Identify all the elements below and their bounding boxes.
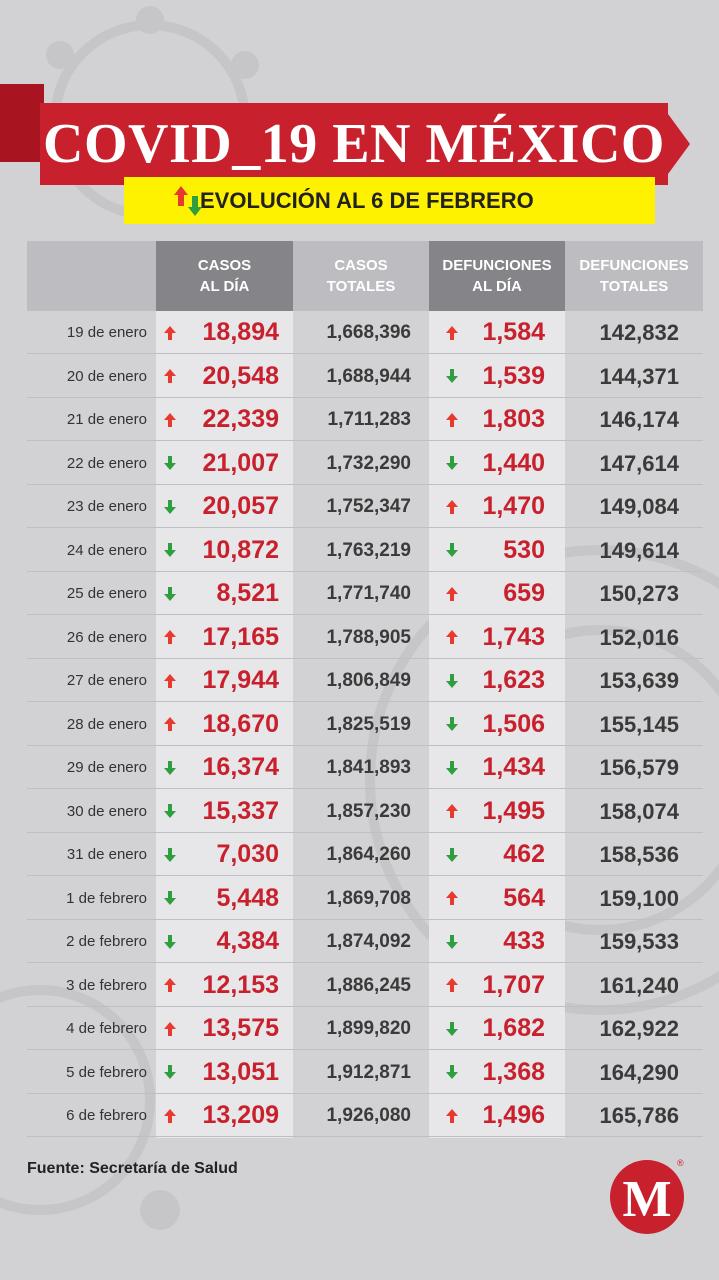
cases-trend — [163, 790, 177, 833]
up-arrow-icon — [446, 1109, 458, 1123]
deaths-total-value: 153,639 — [599, 668, 679, 693]
up-arrow-icon — [164, 717, 176, 731]
row-date: 23 de enero — [66, 498, 147, 515]
deaths-day-cell — [459, 398, 545, 441]
row-date: 6 de febrero — [66, 1107, 147, 1124]
table-row — [27, 355, 703, 398]
down-arrow-icon — [446, 456, 458, 470]
deaths-total-value: 159,100 — [599, 885, 679, 911]
cases-total-value: 1,825,519 — [326, 713, 411, 735]
deaths-day-value: 1,743 — [482, 622, 545, 651]
deaths-total-value: 147,614 — [599, 450, 679, 476]
cases-day-cell — [177, 790, 279, 833]
cases-day-value: 13,051 — [202, 1057, 279, 1086]
cases-day-cell — [177, 355, 279, 398]
deaths-trend — [445, 529, 459, 572]
down-arrow-icon — [164, 1065, 176, 1079]
deaths-day-cell — [459, 355, 545, 398]
cases-day-cell — [177, 877, 279, 920]
deaths-total-value: 165,786 — [599, 1103, 679, 1128]
cases-trend — [163, 1094, 177, 1137]
table-row — [27, 833, 703, 876]
cases-trend — [163, 1007, 177, 1050]
deaths-day-cell — [459, 572, 545, 615]
row-date: 5 de febrero — [66, 1063, 147, 1081]
header-cases-total: CASOS TOTALES — [326, 257, 396, 295]
cases-total-value: 1,886,245 — [326, 974, 411, 996]
cases-day-cell — [177, 703, 279, 746]
cases-total-value: 1,763,219 — [326, 539, 411, 561]
deaths-trend — [445, 442, 459, 485]
header-deaths-day: DEFUNCIONES AL DÍA — [429, 241, 565, 311]
row-date: 1 de febrero — [66, 889, 147, 907]
table-row — [27, 311, 703, 354]
row-date: 27 de enero — [66, 672, 147, 689]
cases-total-value: 1,771,740 — [326, 583, 411, 604]
cases-trend — [163, 311, 177, 354]
deaths-day-value: 433 — [503, 927, 545, 955]
cases-total-value: 1,668,396 — [326, 322, 411, 343]
deaths-trend — [445, 833, 459, 876]
deaths-day-value: 659 — [503, 579, 545, 607]
deaths-day-cell — [459, 311, 545, 354]
row-date: 30 de enero — [66, 802, 147, 820]
cases-day-cell — [177, 616, 279, 659]
cases-day-value: 18,894 — [202, 318, 279, 346]
source-note: Fuente: Secretaría de Salud — [27, 1160, 238, 1177]
row-date: 4 de febrero — [66, 1020, 147, 1037]
deaths-day-value: 1,506 — [482, 709, 545, 738]
deaths-day-cell — [459, 659, 545, 702]
down-arrow-icon — [164, 587, 176, 601]
down-arrow-icon — [446, 717, 458, 731]
cases-day-cell — [177, 572, 279, 615]
cases-day-value: 20,548 — [202, 361, 279, 390]
cases-total-value: 1,926,080 — [326, 1105, 411, 1126]
row-date: 22 de enero — [66, 454, 147, 472]
deaths-total-value: 158,074 — [599, 798, 679, 824]
cases-trend — [163, 746, 177, 789]
cases-day-cell — [177, 964, 279, 1007]
deaths-total-value: 152,016 — [599, 624, 679, 650]
deaths-day-cell — [459, 920, 545, 963]
deaths-total-value: 146,174 — [599, 407, 679, 432]
cases-trend — [163, 964, 177, 1007]
down-arrow-icon — [446, 1065, 458, 1079]
table-row — [27, 703, 703, 746]
up-arrow-icon — [446, 804, 458, 818]
cases-total-value: 1,841,893 — [326, 757, 411, 778]
deaths-trend — [445, 964, 459, 1007]
row-date: 2 de febrero — [66, 933, 147, 950]
deaths-day-value: 1,495 — [482, 796, 545, 825]
cases-day-value: 12,153 — [202, 970, 279, 999]
down-arrow-icon — [446, 674, 458, 688]
deaths-trend — [445, 746, 459, 789]
registered-mark: ® — [677, 1158, 684, 1168]
table-row — [27, 920, 703, 963]
cases-total-value: 1,806,849 — [326, 670, 411, 691]
row-date: 3 de febrero — [66, 976, 147, 994]
down-arrow-icon — [446, 369, 458, 383]
deaths-trend — [445, 1051, 459, 1094]
deaths-trend — [445, 790, 459, 833]
down-arrow-icon — [164, 804, 176, 818]
up-down-arrows-icon — [174, 186, 202, 216]
deaths-total-value: 164,290 — [599, 1059, 679, 1085]
cases-trend — [163, 529, 177, 572]
row-date: 19 de enero — [66, 324, 147, 341]
deaths-day-cell — [459, 746, 545, 789]
deaths-total-value: 150,273 — [599, 581, 679, 606]
cases-total-value: 1,788,905 — [326, 626, 411, 648]
down-arrow-icon — [446, 1022, 458, 1036]
up-arrow-icon — [164, 1022, 176, 1036]
deaths-trend — [445, 311, 459, 354]
milenio-logo — [610, 1160, 684, 1234]
cases-day-value: 16,374 — [202, 753, 279, 781]
row-date: 20 de enero — [66, 367, 147, 385]
cases-total-value: 1,899,820 — [326, 1018, 411, 1039]
cases-day-value: 20,057 — [202, 492, 279, 520]
deaths-trend — [445, 877, 459, 920]
cases-day-value: 4,384 — [216, 927, 279, 955]
cases-trend — [163, 616, 177, 659]
up-arrow-icon — [446, 978, 458, 992]
deaths-trend — [445, 659, 459, 702]
cases-total-value: 1,732,290 — [326, 452, 411, 474]
page-title: COVID_19 EN MÉXICO — [43, 113, 665, 175]
deaths-day-cell — [459, 442, 545, 485]
deaths-trend — [445, 355, 459, 398]
cases-trend — [163, 703, 177, 746]
deaths-day-cell — [459, 790, 545, 833]
cases-day-value: 13,575 — [202, 1014, 279, 1042]
up-arrow-icon — [164, 369, 176, 383]
cases-total-value: 1,912,871 — [326, 1061, 411, 1083]
cases-day-value: 10,872 — [202, 535, 279, 564]
deaths-total-value: 149,614 — [599, 537, 679, 563]
cases-day-cell — [177, 442, 279, 485]
cases-trend — [163, 1051, 177, 1094]
deaths-total-value: 158,536 — [599, 842, 679, 867]
cases-day-cell — [177, 311, 279, 354]
up-arrow-icon — [446, 630, 458, 644]
table-row — [27, 1051, 703, 1094]
cases-trend — [163, 572, 177, 615]
header-deaths-total: DEFUNCIONES TOTALES — [579, 257, 689, 295]
cases-day-value: 13,209 — [202, 1101, 279, 1129]
down-arrow-icon — [164, 848, 176, 862]
cases-day-value: 17,944 — [202, 666, 279, 694]
cases-day-cell — [177, 529, 279, 572]
down-arrow-icon — [164, 500, 176, 514]
deaths-total-value: 156,579 — [599, 755, 679, 780]
row-date: 29 de enero — [66, 759, 147, 776]
deaths-day-value: 1,368 — [482, 1057, 545, 1086]
deaths-day-value: 1,707 — [482, 970, 545, 999]
deaths-day-cell — [459, 833, 545, 876]
deaths-day-cell — [459, 485, 545, 528]
deaths-day-value: 462 — [503, 840, 545, 868]
deaths-trend — [445, 1007, 459, 1050]
cases-trend — [163, 920, 177, 963]
deaths-trend — [445, 572, 459, 615]
cases-total-value: 1,857,230 — [326, 800, 411, 822]
deaths-trend — [445, 1094, 459, 1137]
up-arrow-icon — [164, 1109, 176, 1123]
cases-total-value: 1,874,092 — [326, 931, 411, 952]
down-arrow-icon — [446, 848, 458, 862]
cases-day-cell — [177, 659, 279, 702]
deaths-day-value: 1,440 — [482, 448, 545, 477]
deaths-total-value: 159,533 — [599, 929, 679, 954]
m-logo-icon — [620, 1174, 674, 1220]
deaths-trend — [445, 398, 459, 441]
row-date: 31 de enero — [66, 846, 147, 863]
table-row — [27, 964, 703, 1007]
cases-day-value: 7,030 — [216, 840, 279, 868]
up-arrow-icon — [164, 326, 176, 340]
table-row — [27, 659, 703, 702]
table-row — [27, 790, 703, 833]
cases-trend — [163, 485, 177, 528]
table-row — [27, 746, 703, 789]
row-date: 28 de enero — [66, 715, 147, 733]
table-row — [27, 1094, 703, 1137]
down-arrow-icon — [164, 935, 176, 949]
cases-trend — [163, 398, 177, 441]
row-date: 21 de enero — [66, 411, 147, 428]
subtitle: EVOLUCIÓN AL 6 DE FEBRERO — [200, 187, 534, 213]
row-date: 24 de enero — [66, 541, 147, 559]
deaths-day-value: 1,539 — [482, 361, 545, 390]
cases-day-cell — [177, 1051, 279, 1094]
cases-total-value: 1,752,347 — [326, 496, 411, 517]
deaths-day-value: 1,470 — [482, 492, 545, 520]
up-arrow-icon — [446, 891, 458, 905]
down-arrow-icon — [446, 543, 458, 557]
deaths-day-cell — [459, 529, 545, 572]
cases-trend — [163, 355, 177, 398]
row-date: 26 de enero — [66, 628, 147, 646]
table-row — [27, 485, 703, 528]
deaths-day-cell — [459, 877, 545, 920]
svg-text:M: M — [622, 1174, 672, 1220]
cases-total-value: 1,864,260 — [326, 844, 411, 865]
cases-day-value: 18,670 — [202, 709, 279, 738]
deaths-total-value: 155,145 — [599, 711, 679, 737]
deaths-day-value: 1,682 — [482, 1014, 545, 1042]
table-row — [27, 442, 703, 485]
banner-left-tab — [0, 84, 44, 162]
row-date: 25 de enero — [66, 585, 147, 602]
deaths-trend — [445, 616, 459, 659]
deaths-trend — [445, 703, 459, 746]
up-arrow-icon — [446, 326, 458, 340]
cases-trend — [163, 659, 177, 702]
cases-trend — [163, 442, 177, 485]
deaths-day-cell — [459, 1051, 545, 1094]
deaths-day-value: 1,623 — [482, 666, 545, 694]
cases-trend — [163, 877, 177, 920]
cases-day-value: 17,165 — [202, 622, 279, 651]
deaths-total-value: 144,371 — [599, 363, 679, 389]
table-header — [27, 241, 703, 311]
deaths-day-cell — [459, 703, 545, 746]
cases-day-cell — [177, 1094, 279, 1137]
cases-day-value: 8,521 — [216, 579, 279, 607]
down-arrow-icon — [164, 761, 176, 775]
cases-day-value: 5,448 — [216, 883, 279, 912]
cases-day-cell — [177, 746, 279, 789]
cases-total-value: 1,869,708 — [326, 887, 411, 909]
deaths-trend — [445, 920, 459, 963]
cases-day-value: 22,339 — [202, 405, 279, 433]
down-arrow-icon — [446, 761, 458, 775]
up-arrow-icon — [164, 978, 176, 992]
deaths-total-value: 162,922 — [599, 1016, 679, 1041]
cases-day-cell — [177, 1007, 279, 1050]
cases-day-value: 15,337 — [202, 796, 279, 825]
up-arrow-icon — [446, 587, 458, 601]
cases-day-value: 21,007 — [202, 448, 279, 477]
deaths-day-value: 530 — [503, 535, 545, 564]
table-row — [27, 616, 703, 659]
deaths-day-value: 1,803 — [482, 405, 545, 433]
up-arrow-icon — [164, 413, 176, 427]
deaths-day-cell — [459, 964, 545, 1007]
up-arrow-icon — [164, 630, 176, 644]
cases-day-cell — [177, 833, 279, 876]
table-row — [27, 572, 703, 615]
deaths-day-cell — [459, 616, 545, 659]
subtitle-bar — [124, 177, 655, 224]
deaths-total-value: 142,832 — [599, 320, 679, 345]
down-arrow-icon — [164, 456, 176, 470]
cases-total-value: 1,711,283 — [327, 409, 411, 430]
table-row — [27, 1007, 703, 1050]
cases-day-cell — [177, 920, 279, 963]
down-arrow-icon — [446, 935, 458, 949]
deaths-total-value: 149,084 — [599, 494, 679, 519]
deaths-day-value: 1,434 — [482, 753, 545, 781]
up-arrow-icon — [446, 413, 458, 427]
table-row — [27, 877, 703, 920]
deaths-trend — [445, 485, 459, 528]
header-cases-day: CASOS AL DÍA — [156, 241, 293, 311]
down-arrow-icon — [164, 891, 176, 905]
table-row — [27, 398, 703, 441]
deaths-day-cell — [459, 1094, 545, 1137]
deaths-day-value: 1,496 — [482, 1101, 545, 1129]
deaths-day-cell — [459, 1007, 545, 1050]
deaths-total-value: 161,240 — [599, 972, 679, 998]
cases-day-cell — [177, 398, 279, 441]
down-arrow-icon — [164, 543, 176, 557]
up-arrow-icon — [446, 500, 458, 514]
cases-trend — [163, 833, 177, 876]
cases-day-cell — [177, 485, 279, 528]
up-arrow-icon — [164, 674, 176, 688]
cases-total-value: 1,688,944 — [326, 365, 411, 387]
deaths-day-value: 564 — [503, 883, 545, 912]
table-row — [27, 529, 703, 572]
deaths-day-value: 1,584 — [482, 318, 545, 346]
